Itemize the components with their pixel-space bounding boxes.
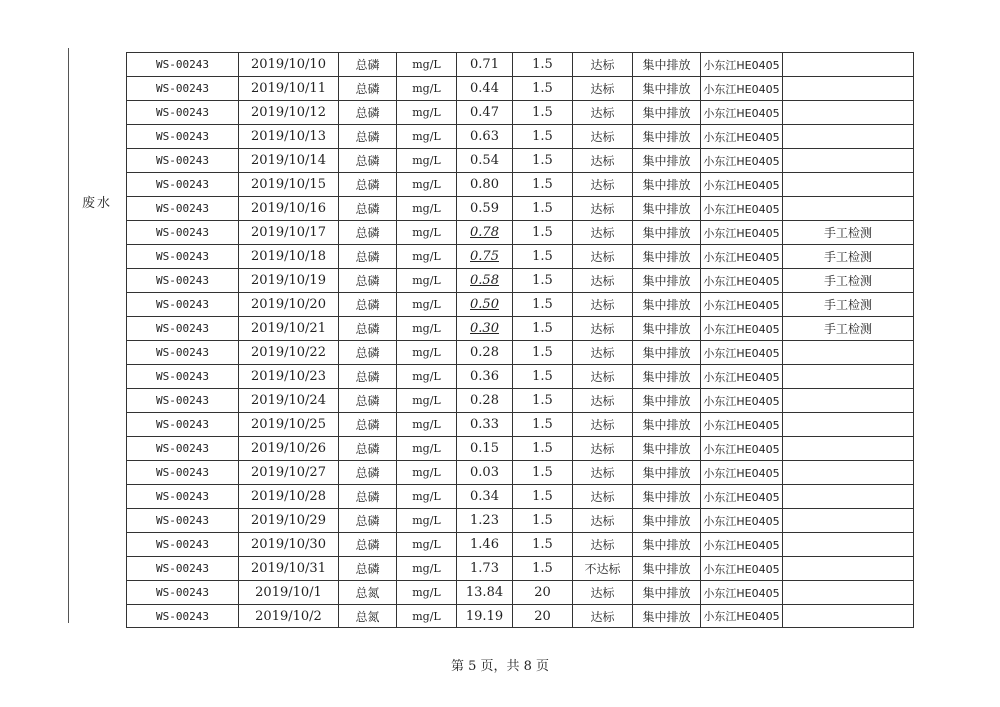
cell-id: WS-00243 — [126, 604, 238, 628]
cell-status: 达标 — [572, 604, 632, 628]
cell-value: 0.44 — [456, 76, 512, 100]
cell-item: 总磷 — [338, 196, 396, 220]
cell-discharge: 集中排放 — [632, 460, 700, 484]
cell-date: 2019/10/28 — [238, 484, 338, 508]
cell-id: WS-00243 — [126, 340, 238, 364]
table-row — [126, 436, 914, 460]
cell-value: 0.33 — [456, 412, 512, 436]
cell-value: 0.75 — [456, 244, 512, 268]
cell-item: 总磷 — [338, 220, 396, 244]
cell-item: 总磷 — [338, 484, 396, 508]
cell-note — [782, 340, 914, 364]
cell-receiver: 小东江HE0405 — [700, 316, 782, 340]
cell-limit: 1.5 — [512, 244, 572, 268]
page-footer: 第 5 页，共 8 页 — [450, 659, 550, 674]
cell-discharge: 集中排放 — [632, 316, 700, 340]
cell-limit: 1.5 — [512, 268, 572, 292]
cell-discharge: 集中排放 — [632, 268, 700, 292]
cell-id: WS-00243 — [126, 292, 238, 316]
cell-value: 0.80 — [456, 172, 512, 196]
cell-date: 2019/10/25 — [238, 412, 338, 436]
cell-discharge: 集中排放 — [632, 364, 700, 388]
cell-receiver: 小东江HE0405 — [700, 556, 782, 580]
cell-unit: mg/L — [396, 100, 456, 124]
cell-item: 总磷 — [338, 532, 396, 556]
cell-item: 总磷 — [338, 172, 396, 196]
cell-date: 2019/10/22 — [238, 340, 338, 364]
cell-discharge: 集中排放 — [632, 484, 700, 508]
cell-id: WS-00243 — [126, 580, 238, 604]
cell-note — [782, 508, 914, 532]
cell-discharge: 集中排放 — [632, 436, 700, 460]
cell-id: WS-00243 — [126, 532, 238, 556]
cell-receiver: 小东江HE0405 — [700, 268, 782, 292]
cell-note — [782, 556, 914, 580]
cell-unit: mg/L — [396, 532, 456, 556]
cell-value: 0.47 — [456, 100, 512, 124]
cell-receiver: 小东江HE0405 — [700, 220, 782, 244]
cell-date: 2019/10/16 — [238, 196, 338, 220]
cell-value: 13.84 — [456, 580, 512, 604]
monitoring-table — [126, 52, 914, 628]
cell-date: 2019/10/21 — [238, 316, 338, 340]
cell-date: 2019/10/1 — [238, 580, 338, 604]
cell-status: 达标 — [572, 460, 632, 484]
cell-discharge: 集中排放 — [632, 100, 700, 124]
cell-note — [782, 76, 914, 100]
cell-unit: mg/L — [396, 484, 456, 508]
cell-note: 手工检测 — [782, 244, 914, 268]
cell-status: 不达标 — [572, 556, 632, 580]
cell-limit: 1.5 — [512, 148, 572, 172]
cell-receiver: 小东江HE0405 — [700, 484, 782, 508]
cell-status: 达标 — [572, 484, 632, 508]
cell-status: 达标 — [572, 388, 632, 412]
cell-value: 0.58 — [456, 268, 512, 292]
cell-date: 2019/10/19 — [238, 268, 338, 292]
category-label: 废水 — [82, 196, 113, 211]
cell-discharge: 集中排放 — [632, 532, 700, 556]
cell-status: 达标 — [572, 100, 632, 124]
cell-limit: 1.5 — [512, 196, 572, 220]
cell-date: 2019/10/31 — [238, 556, 338, 580]
cell-item: 总磷 — [338, 124, 396, 148]
cell-item: 总磷 — [338, 508, 396, 532]
table-row — [126, 412, 914, 436]
cell-unit: mg/L — [396, 436, 456, 460]
cell-status: 达标 — [572, 436, 632, 460]
cell-receiver: 小东江HE0405 — [700, 460, 782, 484]
cell-discharge: 集中排放 — [632, 172, 700, 196]
cell-item: 总磷 — [338, 52, 396, 76]
cell-date: 2019/10/27 — [238, 460, 338, 484]
cell-date: 2019/10/24 — [238, 388, 338, 412]
table-row — [126, 268, 914, 292]
cell-id: WS-00243 — [126, 52, 238, 76]
cell-status: 达标 — [572, 340, 632, 364]
left-border-line — [68, 48, 69, 623]
cell-receiver: 小东江HE0405 — [700, 244, 782, 268]
cell-note — [782, 484, 914, 508]
cell-unit: mg/L — [396, 124, 456, 148]
cell-unit: mg/L — [396, 388, 456, 412]
cell-unit: mg/L — [396, 412, 456, 436]
cell-limit: 1.5 — [512, 532, 572, 556]
cell-limit: 1.5 — [512, 340, 572, 364]
cell-unit: mg/L — [396, 364, 456, 388]
cell-value: 19.19 — [456, 604, 512, 628]
table-row — [126, 100, 914, 124]
cell-note — [782, 460, 914, 484]
cell-unit: mg/L — [396, 172, 456, 196]
cell-unit: mg/L — [396, 556, 456, 580]
cell-unit: mg/L — [396, 340, 456, 364]
table-row — [126, 508, 914, 532]
cell-id: WS-00243 — [126, 268, 238, 292]
cell-id: WS-00243 — [126, 196, 238, 220]
cell-note — [782, 388, 914, 412]
cell-discharge: 集中排放 — [632, 220, 700, 244]
cell-date: 2019/10/14 — [238, 148, 338, 172]
cell-status: 达标 — [572, 124, 632, 148]
cell-receiver: 小东江HE0405 — [700, 100, 782, 124]
cell-limit: 1.5 — [512, 292, 572, 316]
cell-value: 0.34 — [456, 484, 512, 508]
cell-note — [782, 604, 914, 628]
cell-id: WS-00243 — [126, 484, 238, 508]
cell-value: 0.28 — [456, 340, 512, 364]
cell-receiver: 小东江HE0405 — [700, 388, 782, 412]
cell-item: 总磷 — [338, 556, 396, 580]
cell-note — [782, 52, 914, 76]
cell-discharge: 集中排放 — [632, 292, 700, 316]
cell-receiver: 小东江HE0405 — [700, 148, 782, 172]
cell-value: 1.46 — [456, 532, 512, 556]
cell-date: 2019/10/18 — [238, 244, 338, 268]
cell-value: 1.23 — [456, 508, 512, 532]
table-row — [126, 556, 914, 580]
cell-discharge: 集中排放 — [632, 388, 700, 412]
cell-receiver: 小东江HE0405 — [700, 508, 782, 532]
cell-receiver: 小东江HE0405 — [700, 532, 782, 556]
cell-limit: 20 — [512, 580, 572, 604]
cell-limit: 20 — [512, 604, 572, 628]
cell-date: 2019/10/10 — [238, 52, 338, 76]
cell-value: 0.59 — [456, 196, 512, 220]
cell-value: 0.30 — [456, 316, 512, 340]
table-row — [126, 76, 914, 100]
cell-unit: mg/L — [396, 508, 456, 532]
cell-status: 达标 — [572, 148, 632, 172]
cell-unit: mg/L — [396, 52, 456, 76]
cell-item: 总氮 — [338, 580, 396, 604]
cell-id: WS-00243 — [126, 172, 238, 196]
cell-receiver: 小东江HE0405 — [700, 436, 782, 460]
cell-limit: 1.5 — [512, 364, 572, 388]
cell-note: 手工检测 — [782, 316, 914, 340]
cell-item: 总磷 — [338, 412, 396, 436]
cell-unit: mg/L — [396, 220, 456, 244]
cell-note — [782, 364, 914, 388]
cell-date: 2019/10/30 — [238, 532, 338, 556]
cell-id: WS-00243 — [126, 244, 238, 268]
cell-limit: 1.5 — [512, 508, 572, 532]
cell-receiver: 小东江HE0405 — [700, 292, 782, 316]
cell-status: 达标 — [572, 52, 632, 76]
cell-item: 总磷 — [338, 460, 396, 484]
cell-value: 0.54 — [456, 148, 512, 172]
cell-id: WS-00243 — [126, 148, 238, 172]
cell-note: 手工检测 — [782, 268, 914, 292]
table-row — [126, 460, 914, 484]
cell-limit: 1.5 — [512, 52, 572, 76]
cell-status: 达标 — [572, 580, 632, 604]
cell-status: 达标 — [572, 172, 632, 196]
cell-discharge: 集中排放 — [632, 340, 700, 364]
cell-limit: 1.5 — [512, 220, 572, 244]
cell-receiver: 小东江HE0405 — [700, 52, 782, 76]
cell-discharge: 集中排放 — [632, 604, 700, 628]
cell-discharge: 集中排放 — [632, 508, 700, 532]
cell-limit: 1.5 — [512, 460, 572, 484]
cell-date: 2019/10/20 — [238, 292, 338, 316]
cell-limit: 1.5 — [512, 316, 572, 340]
cell-note: 手工检测 — [782, 220, 914, 244]
cell-limit: 1.5 — [512, 100, 572, 124]
cell-receiver: 小东江HE0405 — [700, 196, 782, 220]
cell-date: 2019/10/29 — [238, 508, 338, 532]
cell-discharge: 集中排放 — [632, 76, 700, 100]
cell-value: 0.03 — [456, 460, 512, 484]
cell-note — [782, 532, 914, 556]
table-row — [126, 124, 914, 148]
cell-limit: 1.5 — [512, 436, 572, 460]
table-row — [126, 340, 914, 364]
cell-id: WS-00243 — [126, 388, 238, 412]
cell-unit: mg/L — [396, 244, 456, 268]
table-row — [126, 532, 914, 556]
cell-status: 达标 — [572, 412, 632, 436]
cell-status: 达标 — [572, 76, 632, 100]
cell-receiver: 小东江HE0405 — [700, 412, 782, 436]
cell-discharge: 集中排放 — [632, 580, 700, 604]
cell-item: 总磷 — [338, 436, 396, 460]
cell-unit: mg/L — [396, 292, 456, 316]
cell-status: 达标 — [572, 532, 632, 556]
cell-note — [782, 172, 914, 196]
cell-note — [782, 580, 914, 604]
cell-date: 2019/10/13 — [238, 124, 338, 148]
cell-limit: 1.5 — [512, 388, 572, 412]
cell-value: 0.71 — [456, 52, 512, 76]
cell-limit: 1.5 — [512, 172, 572, 196]
table-row — [126, 244, 914, 268]
cell-status: 达标 — [572, 508, 632, 532]
cell-value: 0.28 — [456, 388, 512, 412]
cell-item: 总磷 — [338, 100, 396, 124]
cell-status: 达标 — [572, 196, 632, 220]
table-row — [126, 604, 914, 628]
cell-value: 1.73 — [456, 556, 512, 580]
cell-date: 2019/10/23 — [238, 364, 338, 388]
cell-date: 2019/10/17 — [238, 220, 338, 244]
cell-item: 总磷 — [338, 292, 396, 316]
cell-discharge: 集中排放 — [632, 148, 700, 172]
cell-id: WS-00243 — [126, 508, 238, 532]
cell-discharge: 集中排放 — [632, 124, 700, 148]
cell-note — [782, 436, 914, 460]
cell-receiver: 小东江HE0405 — [700, 340, 782, 364]
cell-unit: mg/L — [396, 268, 456, 292]
cell-limit: 1.5 — [512, 484, 572, 508]
cell-item: 总磷 — [338, 340, 396, 364]
cell-status: 达标 — [572, 244, 632, 268]
cell-id: WS-00243 — [126, 412, 238, 436]
cell-status: 达标 — [572, 364, 632, 388]
cell-id: WS-00243 — [126, 460, 238, 484]
cell-note: 手工检测 — [782, 292, 914, 316]
cell-value: 0.50 — [456, 292, 512, 316]
cell-id: WS-00243 — [126, 100, 238, 124]
cell-value: 0.15 — [456, 436, 512, 460]
cell-limit: 1.5 — [512, 412, 572, 436]
table-row — [126, 220, 914, 244]
cell-unit: mg/L — [396, 196, 456, 220]
cell-value: 0.36 — [456, 364, 512, 388]
cell-receiver: 小东江HE0405 — [700, 604, 782, 628]
cell-status: 达标 — [572, 316, 632, 340]
cell-unit: mg/L — [396, 604, 456, 628]
cell-discharge: 集中排放 — [632, 244, 700, 268]
cell-item: 总磷 — [338, 388, 396, 412]
cell-unit: mg/L — [396, 460, 456, 484]
cell-status: 达标 — [572, 268, 632, 292]
cell-item: 总磷 — [338, 268, 396, 292]
cell-date: 2019/10/15 — [238, 172, 338, 196]
cell-unit: mg/L — [396, 580, 456, 604]
cell-discharge: 集中排放 — [632, 412, 700, 436]
cell-limit: 1.5 — [512, 556, 572, 580]
cell-date: 2019/10/11 — [238, 76, 338, 100]
cell-discharge: 集中排放 — [632, 196, 700, 220]
cell-limit: 1.5 — [512, 76, 572, 100]
cell-discharge: 集中排放 — [632, 556, 700, 580]
cell-value: 0.63 — [456, 124, 512, 148]
cell-date: 2019/10/26 — [238, 436, 338, 460]
cell-receiver: 小东江HE0405 — [700, 172, 782, 196]
cell-id: WS-00243 — [126, 124, 238, 148]
cell-date: 2019/10/2 — [238, 604, 338, 628]
cell-discharge: 集中排放 — [632, 52, 700, 76]
cell-unit: mg/L — [396, 76, 456, 100]
cell-item: 总磷 — [338, 148, 396, 172]
table-row — [126, 580, 914, 604]
cell-note — [782, 100, 914, 124]
cell-note — [782, 196, 914, 220]
cell-id: WS-00243 — [126, 220, 238, 244]
table-row — [126, 316, 914, 340]
cell-date: 2019/10/12 — [238, 100, 338, 124]
cell-item: 总氮 — [338, 604, 396, 628]
cell-note — [782, 412, 914, 436]
cell-note — [782, 148, 914, 172]
cell-receiver: 小东江HE0405 — [700, 76, 782, 100]
cell-status: 达标 — [572, 220, 632, 244]
cell-item: 总磷 — [338, 316, 396, 340]
cell-item: 总磷 — [338, 76, 396, 100]
cell-item: 总磷 — [338, 364, 396, 388]
cell-receiver: 小东江HE0405 — [700, 364, 782, 388]
table-row — [126, 388, 914, 412]
table-row — [126, 172, 914, 196]
cell-unit: mg/L — [396, 148, 456, 172]
table-row — [126, 364, 914, 388]
table-row — [126, 196, 914, 220]
table-row — [126, 484, 914, 508]
cell-item: 总磷 — [338, 244, 396, 268]
cell-id: WS-00243 — [126, 316, 238, 340]
cell-limit: 1.5 — [512, 124, 572, 148]
cell-receiver: 小东江HE0405 — [700, 580, 782, 604]
cell-id: WS-00243 — [126, 436, 238, 460]
cell-id: WS-00243 — [126, 76, 238, 100]
cell-status: 达标 — [572, 292, 632, 316]
table-row — [126, 52, 914, 76]
cell-id: WS-00243 — [126, 556, 238, 580]
table-row — [126, 292, 914, 316]
cell-value: 0.78 — [456, 220, 512, 244]
cell-receiver: 小东江HE0405 — [700, 124, 782, 148]
cell-unit: mg/L — [396, 316, 456, 340]
table-row — [126, 148, 914, 172]
cell-note — [782, 124, 914, 148]
cell-id: WS-00243 — [126, 364, 238, 388]
